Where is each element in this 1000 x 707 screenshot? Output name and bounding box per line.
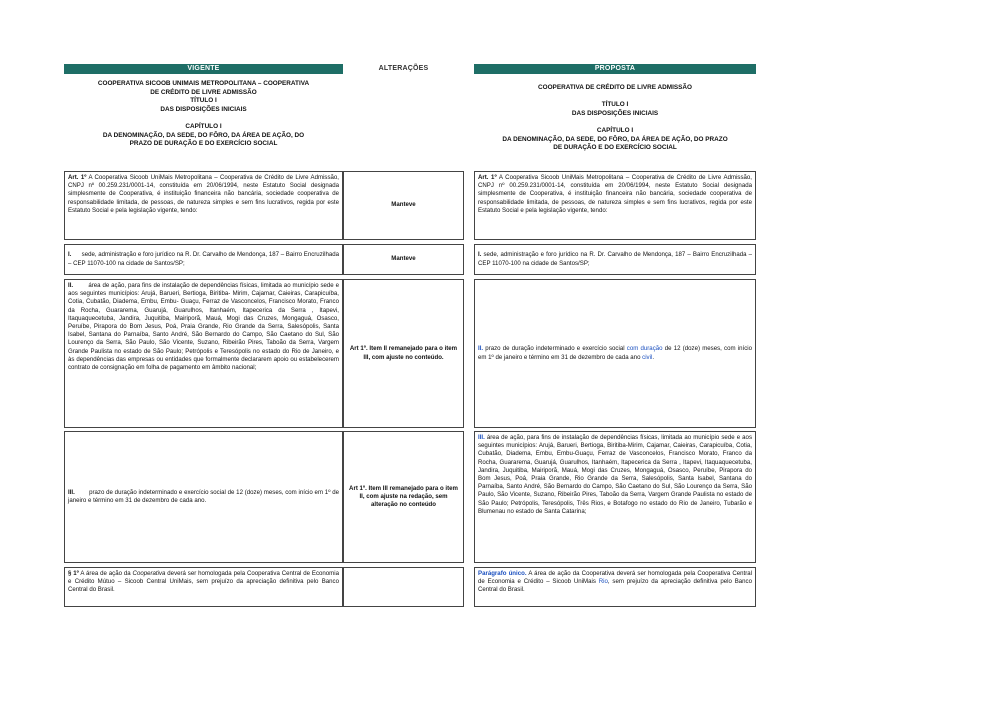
alteracao-text: Manteve: [391, 255, 416, 263]
proposta-item1-cell: [474, 244, 756, 275]
item-label: III.: [68, 488, 75, 496]
alteracao-art1-cell: [343, 171, 464, 240]
article-text: A Cooperativa Sicoob UniMais Metropolitana – Cooperativa de Crédito de Livre Admissão, CNPJ nº 00.259.231/0001-14, constituída em 20/06/1994, neste Estatuto Social designada simplesmente de Cooperativa, é instituição financeira não bancária, sociedade cooperativa de responsabilidade limitada, de pessoas, de natureza simples e sem fins lucrativos, regida por este Estatuto Social e pela legislação vigente, tendo:: [478, 174, 752, 214]
alteracao-item3-cell: [343, 431, 464, 563]
item-text-changed: civil: [642, 353, 653, 361]
vigente-title-line: COOPERATIVA SICOOB UNIMAIS METROPOLITANA – COOPERATIVA: [97, 80, 310, 87]
proposta-title-line: TÍTULO I: [601, 101, 629, 109]
vigente-title-line: DA DENOMINAÇÃO, DA SEDE, DO FÔRO, DA ÁREA DE AÇÃO, DO: [102, 131, 305, 139]
vigente-art1-cell: [64, 171, 343, 240]
item-text-changed: com duração: [626, 345, 663, 353]
paragraph-text: , sem prejuízo da apreciação definitiva pelo Banco Central do Brasil.: [478, 578, 752, 594]
item-text: sede, administração e foro jurídico na R. Dr. Carvalho de Mendonça, 187 – Bairro Encruzilhada – CEP 11070-100 na cidade de Santos/SP;: [478, 251, 752, 267]
vigente-item3-cell: [64, 431, 343, 563]
vigente-title-line: PRAZO DE DURAÇÃO E DO EXERCÍCIO SOCIAL: [129, 140, 278, 148]
item-text: de 12 (doze) meses, com início em 1º de janeiro e término em 31 de dezembro de cada ano: [478, 345, 752, 361]
proposta-item3-cell: [474, 431, 756, 563]
item-text: área de ação, para fins de instalação de dependências físicas, limitada ao município sede e aos seguintes municípios: Arujá, Barueri, Bertioga, Biritiba- Mirim, Cajamar, Caieiras, Carapicuíba, Cotia, Cubatão, Diadema, Embu, Embu- Guaçu, Ferraz de Vasconcelos, Francisco Morato, Franco da Rocha, Guararema, Guarujá, Guarulhos, Itanhaém, Itapecerica da Serra , Itapevi, Itaquaquecetuba, Jandira, Juquitiba, Mairiporã, Mauá, Mogi das Cruzes, Mongaguá, Osasco, Peruíbe, Pirapora do Bom Jesus, Poá, Praia Grande, Rio Grande da Serra, Salesópolis, Santa Isabel, Santana do Parnaíba, Santo André, São Bernardo do Campo, São Caetano do Sul, São Lourenço da Serra, São Paulo, São Vicente, Suzano, Ribeirão Pires, Taboão da Serra, Vargem Grande Paulista no estado de São Paulo; Petrópolis e Teresópolis no estado do Rio de Janeiro, e às dependências das empresas ou entidades que formalmente declararem apoio ou estabelecerem contrato de consignação em folha de pagamento em âmbito nacional;: [68, 282, 341, 372]
vigente-title-line: DE CRÉDITO DE LIVRE ADMISSÃO: [150, 88, 257, 96]
alteracao-item1-cell: [343, 244, 464, 275]
vigente-paragraph-cell: [64, 567, 343, 607]
proposta-title-line: CAPÍTULO I: [596, 126, 634, 134]
vigente-item2-cell: [64, 279, 343, 428]
item-text: .: [652, 353, 655, 361]
vigente-title-block: [64, 80, 343, 149]
proposta-title-line: COOPERATIVA DE CRÉDITO DE LIVRE ADMISSÃO: [538, 84, 692, 91]
proposta-title-line: DA DENOMINAÇÃO, DA SEDE, DO FÔRO, DA ÁREA DE AÇÃO, DO PRAZO: [502, 135, 728, 143]
article-text: A Cooperativa Sicoob UniMais Metropolitana – Cooperativa de Crédito de Livre Admissão, CNPJ nº 00.259.231/0001-14, constituída em 20/06/1994, neste Estatuto Social designada simplesmente de Cooperativa, é instituição financeira não bancária, sociedade cooperativa de responsabilidade limitada, de pessoas, de natureza simples e sem fins lucrativos, regida por este Estatuto Social e pela legislação vigente, tendo:: [68, 174, 339, 214]
proposta-art1-cell: [474, 171, 756, 240]
item-label: I.: [68, 251, 72, 259]
paragraph-label: § 1º: [68, 570, 79, 577]
vigente-title-line: CAPÍTULO I: [185, 122, 222, 130]
item-label: II.: [478, 345, 484, 353]
header-vigente: VIGENTE: [64, 64, 343, 74]
vigente-item1-cell: [64, 244, 343, 275]
paragraph-text-changed: Rio: [598, 578, 608, 586]
paragraph-text: deverá ser homologada pela Cooperativa Central de Economia e Crédito Mútuo – Sicoob Central UniMais, sem prejuízo da apreciação definitiva pelo Banco Central do Brasil.: [68, 570, 339, 594]
vigente-title-line: TÍTULO I: [190, 97, 217, 105]
paragraph-text: A área de ação da Cooperativa deverá ser homologada pela Cooperativa Central de Economia e Crédito – Sicoob UniMais: [478, 570, 752, 586]
paragraph-label: Parágrafo único.: [478, 570, 527, 577]
alteracao-text: Manteve: [391, 201, 416, 209]
proposta-paragraph-cell: [474, 567, 756, 607]
proposta-title-line: DE DURAÇÃO E DO EXERCÍCIO SOCIAL: [553, 144, 677, 152]
proposta-title-line: DAS DISPOSIÇÕES INICIAIS: [571, 109, 659, 117]
item-label: II.: [68, 282, 74, 289]
item-text: área de ação, para fins de instalação de dependências físicas, limitada ao município sede e aos seguintes municípios: Arujá, Barueri, Bertioga, Biritiba-Mirim, Cajamar, Caieiras, Carapicuíba, Cotia, Cubatão, Diadema, Embu, Embu-Guaçu, Ferraz de Vasconcelos, Francisco Morato, Franco da Rocha, Guararema, Guarujá, Guarulhos, Itanhaém, Itapecerica da Serra , Itapevi, Itaquaquecetuba, Jandira, Juquitiba, Mairiporã, Mauá, Mogi das Cruzes, Mongaguá, Osasco, Peruíbe, Pirapora do Bom Jesus, Poá, Praia Grande, Rio Grande da Serra, Salesópolis, Santa Isabel, Santana do Parnaíba, Santo André, São Bernardo do Campo, São Caetano do Sul, São Lourenço da Serra, São Paulo, São Vicente, Suzano, Ribeirão Pires, Taboão da Serra, Vargem Grande Paulista no estado de São Paulo; Petrópolis, Teresópolis, Três Rios, e Botafogo no estado do Rio de Janeiro, Tubarão e Blumenau no estado de Santa Catarina;: [478, 434, 752, 515]
article-label: Art. 1º: [68, 174, 87, 181]
proposta-title-block: [474, 84, 756, 153]
header-proposta: PROPOSTA: [474, 64, 756, 74]
paragraph-text: A área de ação da: [78, 570, 133, 577]
alteracao-text: Art 1º. Item III remanejado para o item II, com ajuste na redação, sem alteração no conteúdo: [349, 484, 458, 509]
alteracao-item2-cell: [343, 279, 464, 428]
item-text: sede, administração e foro jurídico na R. Dr. Carvalho de Mendonça, 187 – Bairro Encruzilhada – CEP 11070-100 na cidade de Santos/SP;: [68, 251, 341, 267]
alteracao-text: Art 1º. Item II remanejado para o item III, com ajuste no conteúdo.: [349, 345, 458, 361]
header-alteracoes: ALTERAÇÕES: [378, 65, 429, 72]
item-label: I.: [478, 251, 482, 259]
proposta-item2-cell: [474, 279, 756, 428]
vigente-title-line: DAS DISPOSIÇÕES INICIAIS: [160, 105, 247, 113]
item-label: III.: [478, 434, 485, 441]
paragraph-text-italic: Cooperativa: [132, 570, 166, 577]
article-label: Art. 1º: [478, 174, 497, 181]
alteracao-paragraph-cell: [343, 567, 464, 607]
item-text: prazo de duração indeterminado e exercício social: [483, 345, 627, 353]
item-text: prazo de duração indeterminado e exercício social de 12 (doze) meses, com início em 1º de janeiro e término em 31 de dezembro de cada ano.: [68, 488, 341, 504]
